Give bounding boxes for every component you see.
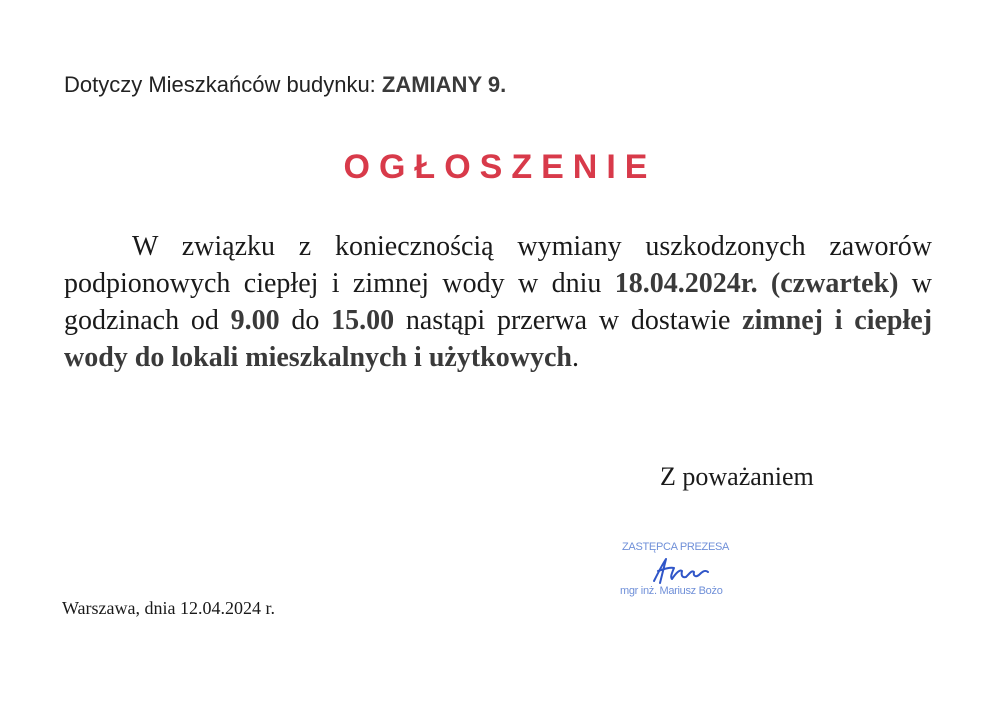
stamp-title: ZASTĘPCA PREZESA [622,541,730,553]
closing-salutation: Z poważaniem [660,462,814,491]
signature-stamp [618,541,758,603]
outage-date: 18.04.2024r. (czwartek) [614,268,899,299]
building-name: ZAMIANY 9. [381,72,507,97]
outage-scope: zimnej i ciepłej wody do lokali mieszkalnych i użytkowych [64,305,933,373]
announcement-title: OGŁOSZENIE [343,148,657,186]
body-part-3: do [279,305,332,336]
body-part-4: nastąpi przerwa w dostawie [394,305,743,336]
body-part-1: W związku z koniecznością wymiany uszkodzonych zaworów podpionowych ciepłej i zimnej wody w dniu [64,231,932,299]
body-part-5: . [571,342,579,373]
addressee-line [64,72,506,98]
stamp-name: mgr inż. Mariusz Bożo [620,585,723,597]
time-from: 9.00 [230,305,280,336]
announcement-body [64,228,932,376]
body-part-2: w godzinach od [64,268,932,336]
addressee-prefix: Dotyczy Mieszkańców budynku: [64,72,382,97]
handwritten-signature [648,555,728,587]
place-and-date: Warszawa, dnia 12.04.2024 r. [62,598,275,618]
time-to: 15.00 [331,305,395,336]
